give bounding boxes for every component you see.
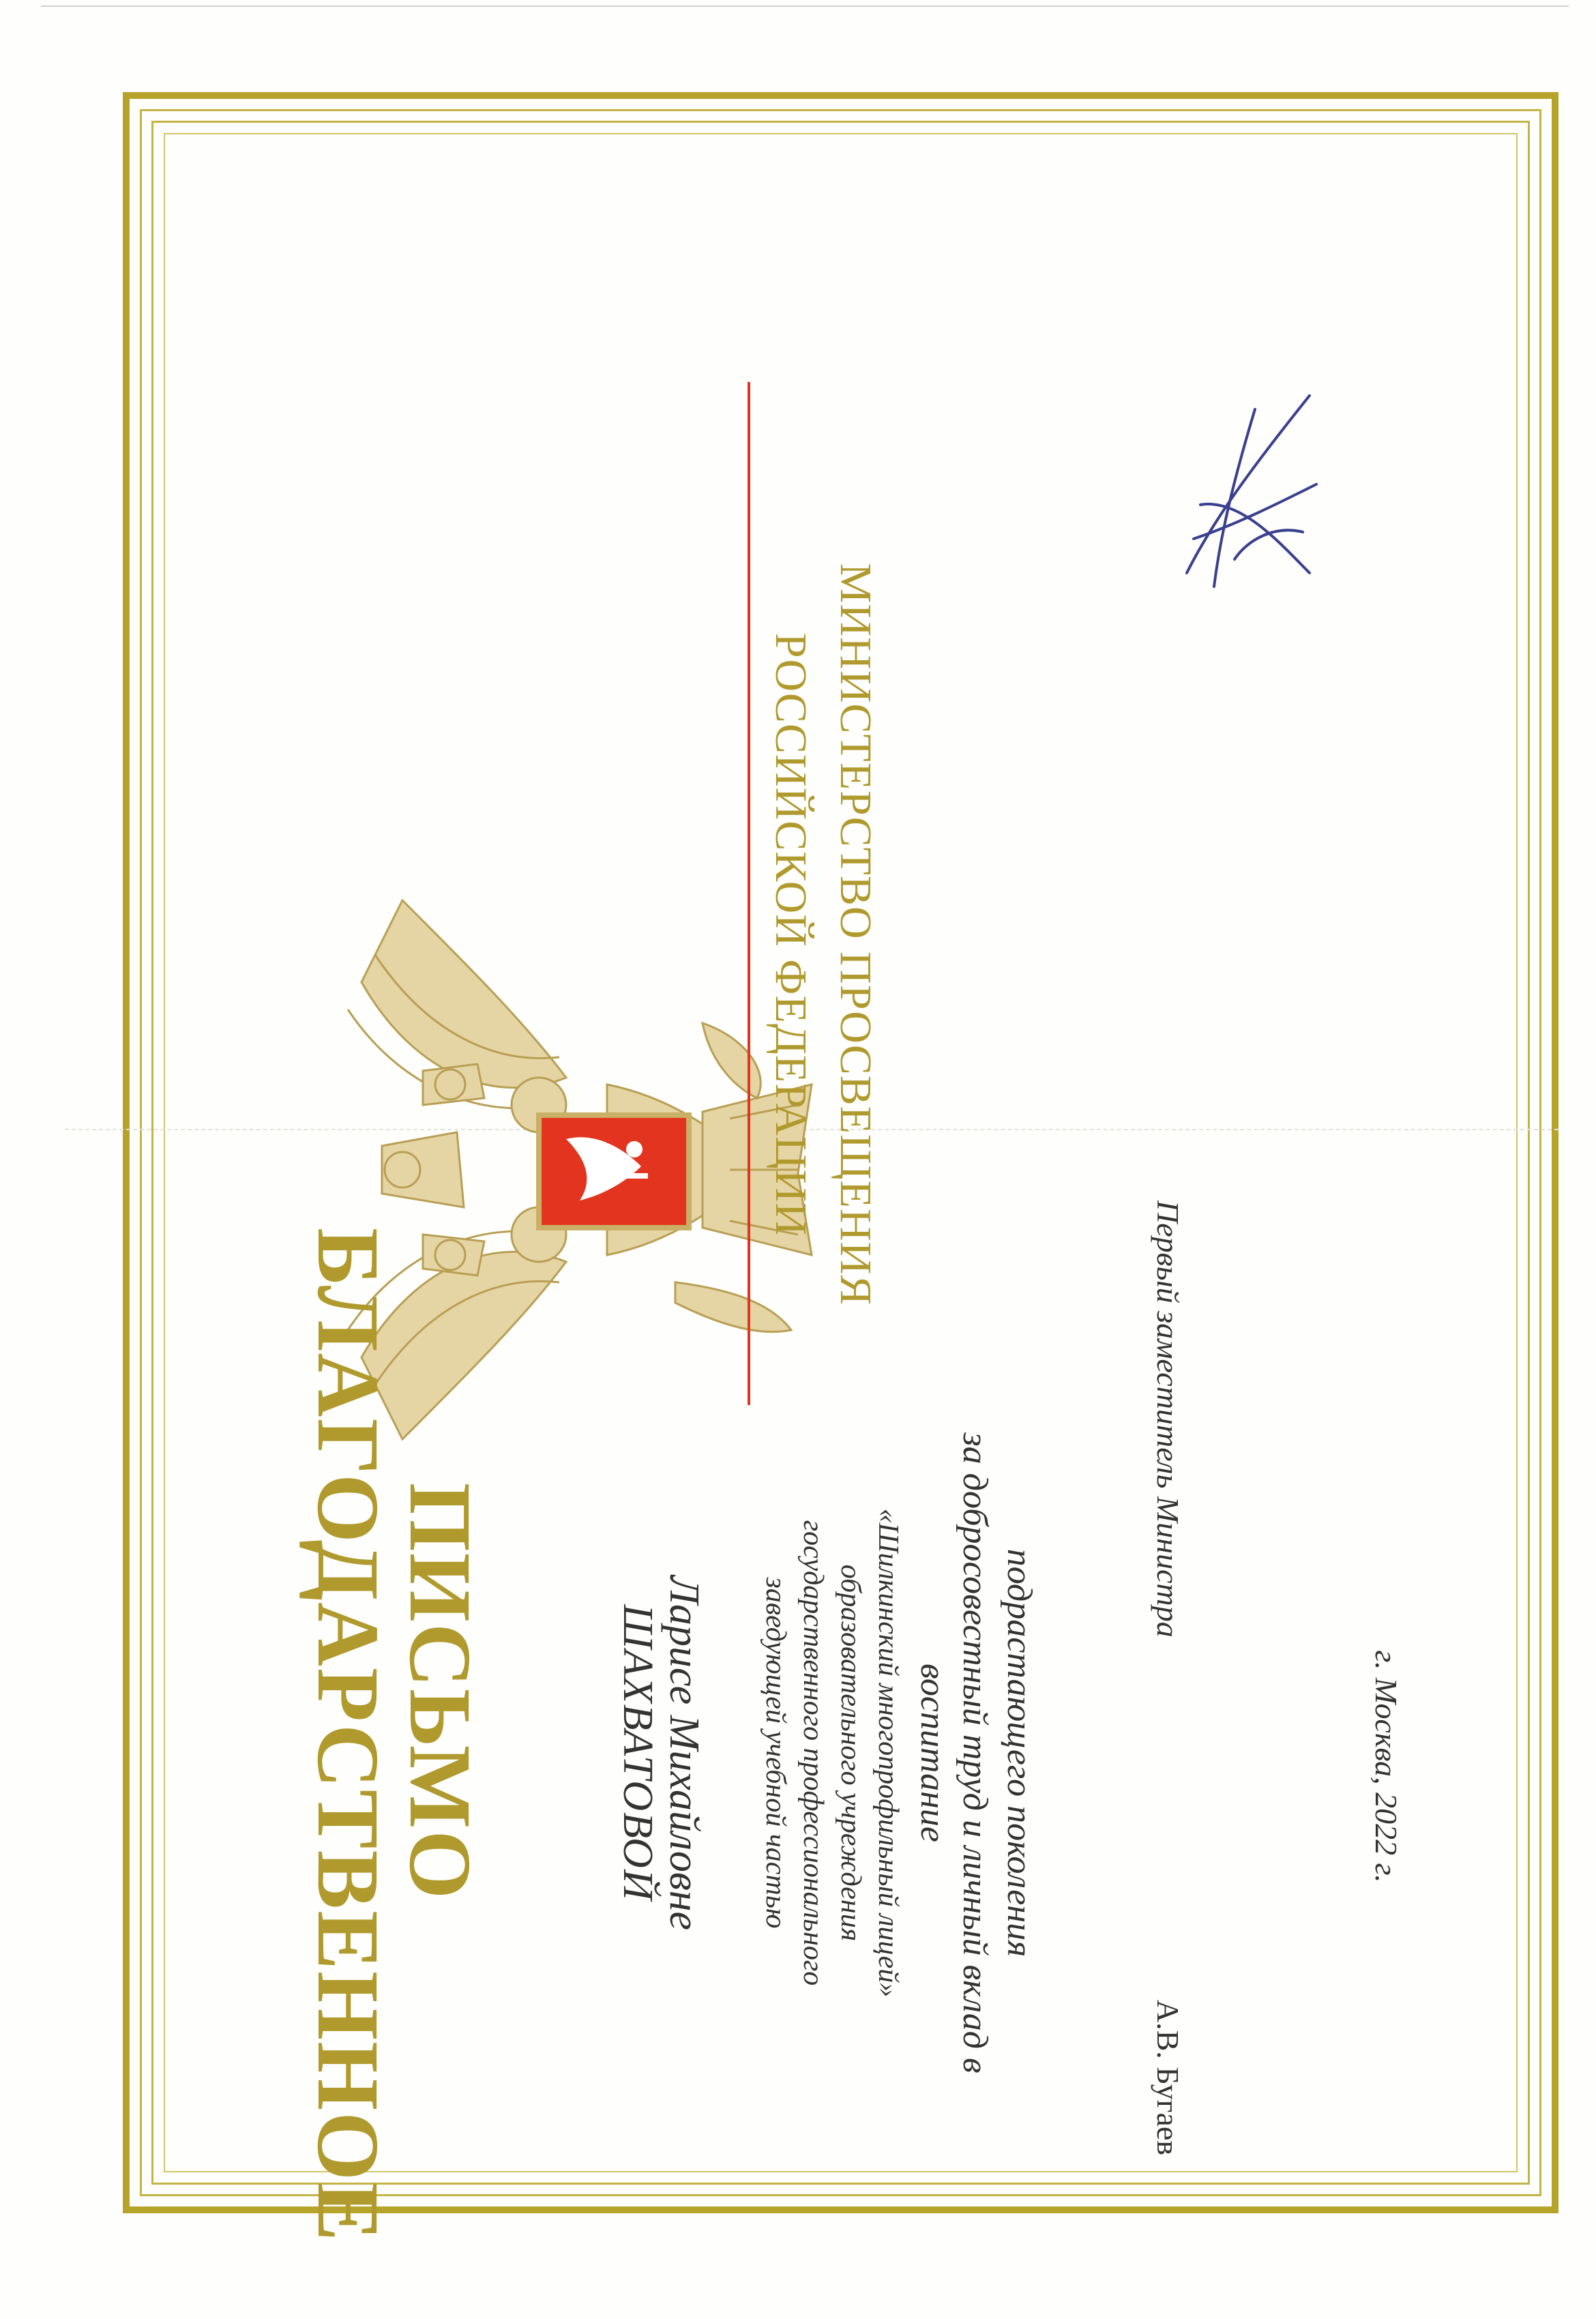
ministry-line-1: МИНИСТЕРСТВО ПРОСВЕЩЕНИЯ	[831, 563, 881, 1306]
scan-edge	[41, 5, 1569, 7]
title-line-2: ПИСЬМО	[391, 1482, 489, 1901]
position-line-4: «Шилкинский многопрофильный лицей»	[872, 1508, 904, 1998]
place-date: г. Москва, 2022 г.	[1369, 1650, 1404, 1883]
merit-line-1: за добросовестный труд и личный вклад в воспитание	[913, 1432, 994, 2073]
position-line-2: государственного профессионального	[797, 1520, 829, 1986]
position-line-1: заведующей учебной частью	[760, 1577, 791, 1929]
signer-name: А.В. Бугаев	[1151, 1999, 1185, 2155]
title-line-1: БЛАГОДАРСТВЕННОЕ	[299, 1228, 397, 2243]
signer-title: Первый заместитель Министра	[1151, 1200, 1185, 1638]
merit-line-2: подрастающего поколения	[1000, 1548, 1039, 1958]
certificate-content	[0, 55, 1569, 2305]
recipient-name: Ларисе Михайловне	[661, 1575, 707, 1931]
ministry-red-rule	[748, 382, 750, 1405]
ministry-line-2: РОССИЙСКОЙ ФЕДЕРАЦИИ	[766, 632, 816, 1237]
recipient-surname: ШАХВАТОВОЙ	[615, 1604, 661, 1902]
position-line-3: образовательного учреждения	[835, 1564, 866, 1942]
